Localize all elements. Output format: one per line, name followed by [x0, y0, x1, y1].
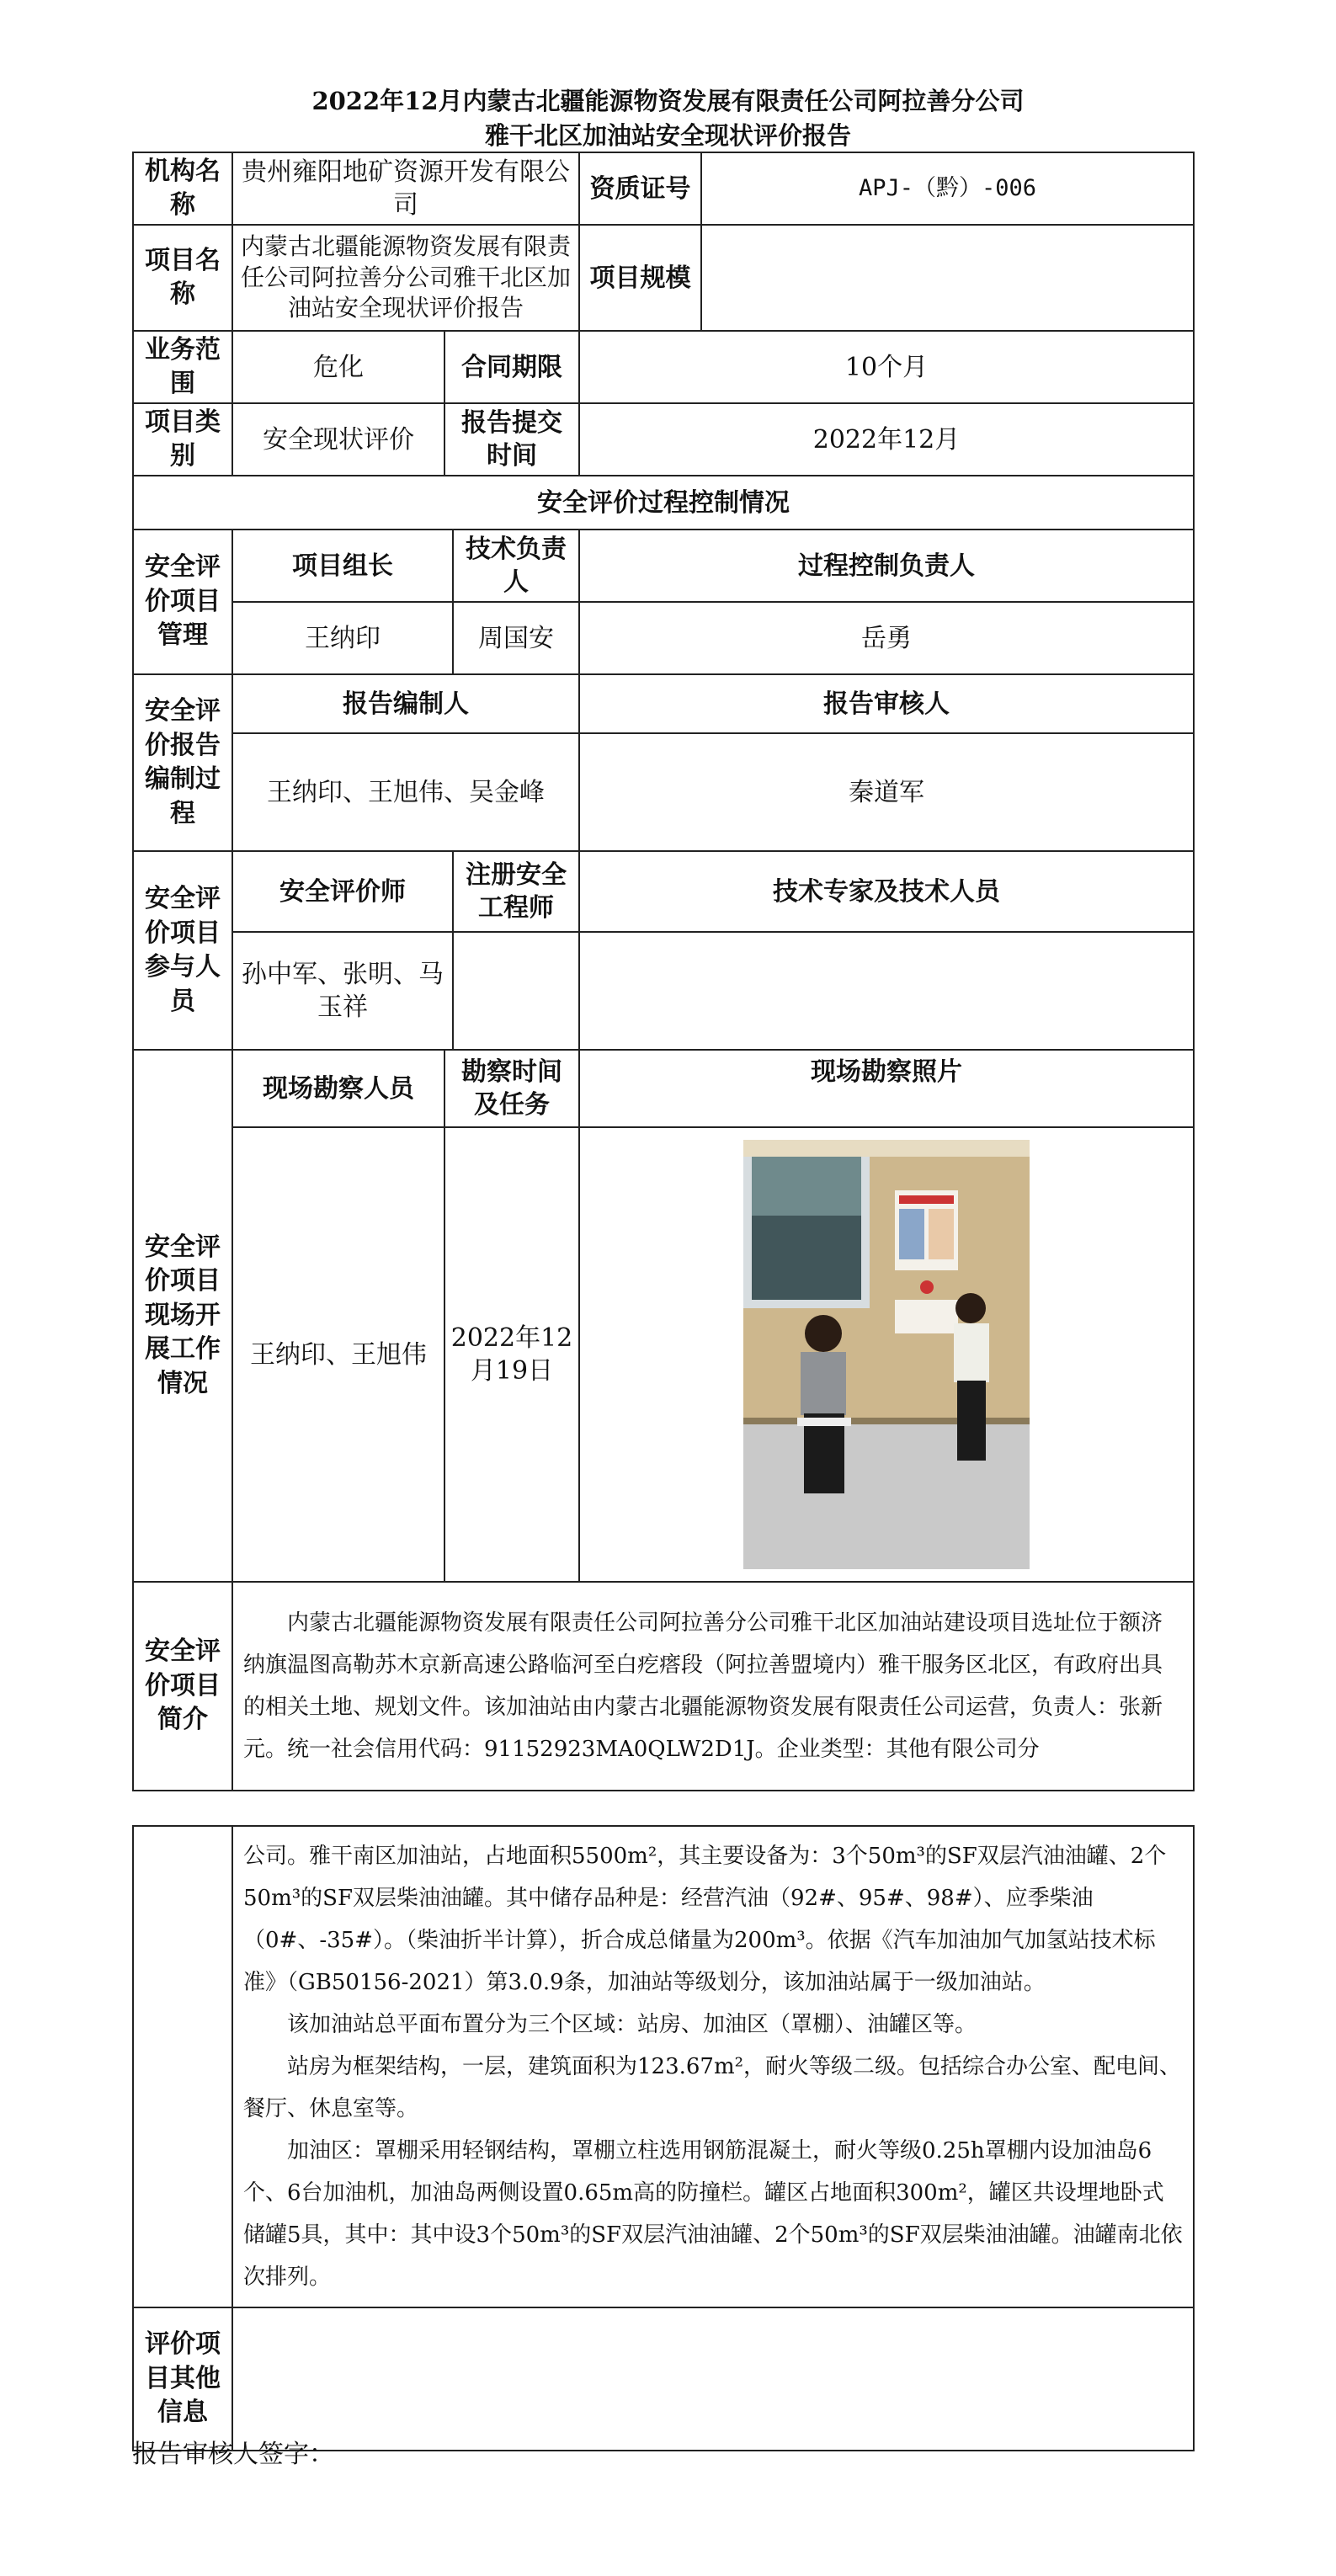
photo-label: 现场勘察照片 — [579, 1050, 1194, 1127]
continuation-paragraph-1: 公司。雅干南区加油站，占地面积5500m²，其主要设备为：3个50m³的SF双层汽油油罐、2个50m³的SF双层柴油油罐。其中储存品种是：经营汽油（92#、95#、98#）、应季柴油（0#、-35#）。（柴油折半计算），折合成总储量为200m³。依据《汽车加油加气加氢站技术标准》（GB50156-2021）第3.0.9条，加油站等级划分，该加油站属于一级加油站。 — [243, 1844, 1167, 1995]
photo-cell — [579, 1127, 1194, 1582]
intro-text — [232, 1582, 1194, 1791]
editor-label: 报告编制人 — [232, 674, 579, 733]
other-label: 评价项目其他信息 — [133, 2307, 232, 2451]
participants-label: 安全评价项目参与人员 — [133, 851, 232, 1050]
site-label: 安全评价项目现场开展工作情况 — [133, 1050, 232, 1582]
cert-label: 资质证号 — [579, 152, 701, 225]
submit-value: 2022年12月 — [579, 403, 1194, 476]
project-name-label: 项目名称 — [133, 225, 232, 331]
project-name-value: 内蒙古北疆能源物资发展有限责任公司阿拉善分公司雅干北区加油站安全现状评价报告 — [232, 225, 579, 331]
title-line-2: 雅干北区加油站安全现状评价报告 — [484, 121, 851, 150]
cert-value: APJ-（黔）-006 — [701, 152, 1194, 225]
reviewer-signature-label: 报告审核人签字： — [132, 2440, 334, 2469]
org-value: 贵州雍阳地矿资源开发有限公司 — [232, 152, 579, 225]
staff-label: 现场勘察人员 — [232, 1050, 444, 1127]
engineer-label: 注册安全工程师 — [453, 851, 579, 932]
continuation-label-cell — [133, 1826, 232, 2307]
process-header: 安全评价过程控制情况 — [133, 476, 1194, 530]
continuation-paragraph-2: 该加油站总平面布置分为三个区域：站房、加油区（罩棚）、油罐区等。 — [287, 2012, 977, 2037]
continuation-table — [132, 1825, 1195, 2451]
control-value: 岳勇 — [579, 602, 1194, 674]
tech-label: 技术负责人 — [453, 530, 579, 602]
control-label: 过程控制负责人 — [579, 530, 1194, 602]
scale-value — [701, 225, 1194, 331]
main-table — [132, 152, 1195, 1791]
experts-value — [579, 932, 1194, 1050]
evaluator-label: 安全评价师 — [232, 851, 453, 932]
business-value: 危化 — [232, 331, 444, 403]
type-label: 项目类别 — [133, 403, 232, 476]
engineers-value — [453, 932, 579, 1050]
org-label: 机构名称 — [133, 152, 232, 225]
intro-label: 安全评价项目简介 — [133, 1582, 232, 1791]
contract-label: 合同期限 — [444, 331, 579, 403]
time-label: 勘察时间及任务 — [444, 1050, 579, 1127]
leader-value: 王纳印 — [232, 602, 453, 674]
site-survey-photo — [743, 1140, 1030, 1569]
editors-value: 王纳印、王旭伟、吴金峰 — [232, 733, 579, 851]
type-value: 安全现状评价 — [232, 403, 444, 476]
title-line-1: 2022年12月内蒙古北疆能源物资发展有限责任公司阿拉善分公司 — [311, 87, 1025, 115]
evaluators-value: 孙中军、张明、马玉祥 — [232, 932, 453, 1050]
compile-label: 安全评价报告编制过程 — [133, 674, 232, 851]
tech-value: 周国安 — [453, 602, 579, 674]
continuation-paragraph-4: 加油区：罩棚采用轻钢结构，罩棚立柱选用钢筋混凝土，耐火等级0.25h罩棚内设加油岛6个、6台加油机，加油岛两侧设置0.65m高的防撞栏。罐区占地面积300m²，罐区共设埋地卧式储罐5具，其中：其中设3个50m³的SF双层汽油油罐、2个50m³的SF双层柴油油罐。油罐南北依次排列。 — [243, 2138, 1183, 2290]
staff-value: 王纳印、王旭伟 — [232, 1127, 444, 1582]
continuation-text — [232, 1826, 1194, 2307]
continuation-paragraph-3: 站房为框架结构，一层，建筑面积为123.67m²，耐火等级二级。包括综合办公室、配电间、餐厅、休息室等。 — [243, 2054, 1182, 2121]
submit-label: 报告提交时间 — [444, 403, 579, 476]
intro-paragraph: 内蒙古北疆能源物资发展有限责任公司阿拉善分公司雅干北区加油站建设项目选址位于额济纳旗温图高勒苏木京新高速公路临河至白疙瘩段（阿拉善盟境内）雅干服务区北区，有政府出具的相关土地、规划文件。该加油站由内蒙古北疆能源物资发展有限责任公司运营，负责人：张新元。统一社会信用代码：91152923MA0QLW2D1J。企业类型：其他有限公司分 — [243, 1610, 1163, 1762]
management-label: 安全评价项目管理 — [133, 530, 232, 674]
other-value — [232, 2307, 1194, 2451]
business-label: 业务范围 — [133, 331, 232, 403]
reviewer-label: 报告审核人 — [579, 674, 1194, 733]
contract-value: 10个月 — [579, 331, 1194, 403]
time-value: 2022年12月19日 — [444, 1127, 579, 1582]
leader-label: 项目组长 — [232, 530, 453, 602]
reviewer-value: 秦道军 — [579, 733, 1194, 851]
scale-label: 项目规模 — [579, 225, 701, 331]
expert-label: 技术专家及技术人员 — [579, 851, 1194, 932]
